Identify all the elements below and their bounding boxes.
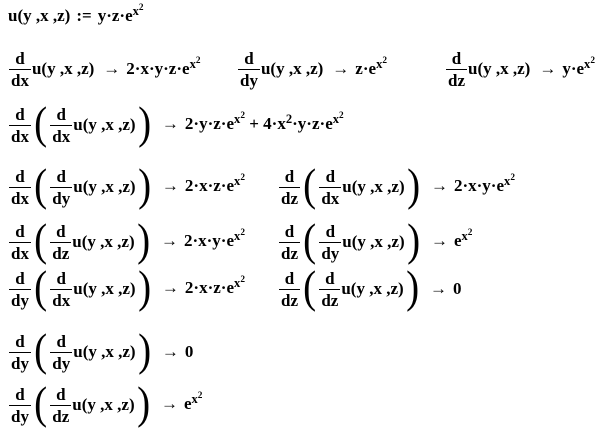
function-call: u(y ,x ,z) xyxy=(468,59,531,78)
right-paren-icon: ) xyxy=(137,261,151,312)
math-token: x xyxy=(234,112,241,127)
math-token: e xyxy=(453,231,462,251)
math-token: + 4·x xyxy=(244,114,286,134)
result-expression xyxy=(153,173,245,196)
inner-derivative-group xyxy=(49,270,135,309)
result-expression xyxy=(153,111,344,134)
derivative-fraction xyxy=(50,168,72,207)
arrow-operator: → xyxy=(161,176,179,196)
arrow-operator: → xyxy=(161,114,179,134)
fraction-denominator: dx xyxy=(11,71,29,90)
math-token: x xyxy=(584,56,591,71)
equation-region[interactable] xyxy=(237,50,387,89)
equation-region[interactable] xyxy=(8,214,245,265)
left-paren-icon: ( xyxy=(34,159,48,210)
inner-derivative-group xyxy=(49,223,134,262)
right-paren-icon: ) xyxy=(137,159,151,210)
fraction-denominator: dy xyxy=(11,353,29,373)
inner-derivative-group xyxy=(49,168,135,207)
arrow-operator: → xyxy=(160,231,178,251)
arrow-operator: → xyxy=(161,341,179,361)
right-paren-icon: ) xyxy=(137,97,151,148)
result-expression xyxy=(530,55,595,78)
function-call: u(y ,x ,z) xyxy=(72,394,135,414)
result-expression xyxy=(153,275,245,298)
derivative-fraction xyxy=(9,223,31,262)
superscript xyxy=(133,4,144,18)
math-token: 2 xyxy=(195,55,201,66)
result-expression xyxy=(422,173,515,196)
math-token: 2 xyxy=(240,173,245,184)
arrow-operator: → xyxy=(429,278,447,298)
fraction-denominator: dy xyxy=(11,406,29,426)
right-paren-icon: ) xyxy=(137,324,151,375)
math-token: ·y·z·e xyxy=(292,114,333,134)
fraction-numerator: d xyxy=(56,331,67,351)
result-expression xyxy=(153,343,194,360)
fraction-numerator: d xyxy=(56,268,67,288)
fraction-denominator: dz xyxy=(321,290,339,310)
math-token: 2 xyxy=(285,112,293,127)
equation-region[interactable] xyxy=(8,377,203,428)
derivative-fraction xyxy=(50,333,72,372)
math-token: x xyxy=(234,229,241,244)
right-paren-icon: ) xyxy=(136,377,150,428)
math-token: 0 xyxy=(452,278,462,298)
math-token: 2 xyxy=(197,391,203,402)
math-token: 2·x·y·e xyxy=(183,231,235,251)
superscript xyxy=(584,57,595,71)
arrow-operator: → xyxy=(430,176,448,196)
math-token: 2 xyxy=(467,228,473,239)
inner-derivative-group xyxy=(49,333,135,372)
math-token: z·e xyxy=(355,58,377,78)
function-call: u(y ,x ,z) xyxy=(260,59,324,78)
derivative-fraction xyxy=(238,50,260,89)
superscript xyxy=(196,56,201,66)
fraction-denominator: dx xyxy=(11,188,29,208)
derivative-fraction xyxy=(50,106,72,145)
math-token: 2 xyxy=(240,275,245,286)
math-token: y·e xyxy=(562,58,585,78)
derivative-fraction xyxy=(9,333,31,372)
fraction-numerator: d xyxy=(325,221,336,241)
math-token: 2 xyxy=(240,111,245,122)
superscript xyxy=(468,228,473,238)
equation-region[interactable] xyxy=(278,261,462,312)
equation-region[interactable] xyxy=(8,261,245,312)
fraction-numerator: d xyxy=(56,384,66,404)
function-call: u(y ,x ,z) xyxy=(73,341,136,361)
derivative-fraction xyxy=(50,386,71,425)
math-token: x xyxy=(332,112,340,127)
fraction-numerator: d xyxy=(244,49,254,68)
math-token: x xyxy=(191,392,198,407)
superscript xyxy=(590,56,595,66)
definition-text xyxy=(8,3,144,25)
math-token: x xyxy=(461,229,468,244)
fraction-numerator: d xyxy=(451,49,462,68)
right-paren-icon: ) xyxy=(405,261,419,312)
derivative-fraction xyxy=(319,270,340,309)
right-paren-icon: ) xyxy=(136,214,150,265)
result-expression xyxy=(422,228,473,251)
inner-derivative-group xyxy=(49,106,135,145)
fraction-denominator: dz xyxy=(281,290,298,310)
equation-region[interactable] xyxy=(8,50,201,89)
left-paren-icon: ( xyxy=(303,159,317,210)
superscript xyxy=(376,57,387,71)
fraction-denominator: dy xyxy=(52,353,71,373)
fraction-numerator: d xyxy=(15,166,25,186)
fraction-numerator: d xyxy=(325,166,336,186)
inner-derivative-group xyxy=(318,168,404,207)
superscript xyxy=(240,111,245,121)
derivative-fraction xyxy=(9,386,31,425)
derivative-fraction xyxy=(446,50,467,89)
fraction-numerator: d xyxy=(15,221,25,241)
fraction-numerator: d xyxy=(284,221,295,241)
left-paren-icon: ( xyxy=(34,214,48,265)
right-paren-icon: ) xyxy=(406,214,420,265)
assign-operator: := xyxy=(76,6,92,25)
fraction-numerator: d xyxy=(15,331,25,351)
math-token: 2 xyxy=(138,3,144,14)
left-paren-icon: ( xyxy=(303,261,317,312)
result-expression xyxy=(152,391,203,414)
arrow-operator: → xyxy=(161,278,179,298)
superscript xyxy=(510,173,515,183)
superscript xyxy=(234,112,245,126)
fraction-numerator: d xyxy=(56,104,67,124)
fraction-denominator: dz xyxy=(281,243,298,263)
fraction-denominator: dx xyxy=(11,126,29,146)
fraction-denominator: dz xyxy=(52,243,70,263)
math-token: 2·y·z·e xyxy=(184,114,235,134)
derivative-fraction xyxy=(9,106,31,145)
math-token: x xyxy=(234,174,241,189)
derivative-fraction xyxy=(279,270,300,309)
equation-region[interactable] xyxy=(8,159,245,210)
fraction-numerator: d xyxy=(15,104,25,124)
function-call: u(y ,x ,z) xyxy=(342,176,405,196)
superscript xyxy=(234,276,245,290)
derivative-fraction xyxy=(319,223,341,262)
inner-derivative-group xyxy=(318,270,403,309)
function-call: u(y ,x ,z) xyxy=(72,231,135,251)
math-token: 2 xyxy=(382,55,388,66)
fraction-denominator: dz xyxy=(281,188,298,208)
math-token: x xyxy=(234,276,241,291)
function-call: u(y ,x ,z) xyxy=(342,231,405,251)
result-expression xyxy=(152,228,245,251)
superscript xyxy=(240,228,245,238)
superscript xyxy=(192,392,203,406)
left-paren-icon: ( xyxy=(34,324,48,375)
superscript xyxy=(198,391,203,401)
fraction-denominator: dy xyxy=(240,71,258,90)
superscript xyxy=(240,275,245,285)
math-token: 2 xyxy=(590,55,595,66)
derivative-fraction xyxy=(9,50,31,89)
equation-region[interactable] xyxy=(278,159,515,210)
function-call: u(y ,x ,z) xyxy=(341,278,404,298)
math-token: x xyxy=(504,174,511,189)
derivative-fraction xyxy=(319,168,341,207)
math-token: 2·x·y·e xyxy=(453,176,505,196)
superscript xyxy=(234,229,245,243)
fraction-numerator: d xyxy=(56,221,66,241)
equation-region[interactable] xyxy=(278,214,473,265)
superscript xyxy=(234,174,245,188)
result-expression xyxy=(94,55,201,78)
math-token: 2·x·y·z·e xyxy=(126,58,190,78)
fraction-numerator: d xyxy=(15,49,25,68)
left-paren-icon: ( xyxy=(34,97,48,148)
fraction-denominator: dy xyxy=(11,290,29,310)
fraction-numerator: d xyxy=(15,384,25,404)
derivative-fraction xyxy=(9,270,31,309)
math-token: 2·x·z·e xyxy=(184,176,235,196)
fraction-denominator: dx xyxy=(321,188,340,208)
math-token: 2 xyxy=(510,173,515,184)
function-call: u(y ,x ,z) xyxy=(31,59,95,78)
derivative-fraction xyxy=(279,223,300,262)
equation-region[interactable] xyxy=(8,324,194,375)
inner-derivative-group xyxy=(49,386,134,425)
math-token: x xyxy=(376,56,383,71)
math-token: x xyxy=(189,56,196,71)
derivative-fraction xyxy=(9,168,31,207)
equation-region[interactable] xyxy=(445,50,595,89)
superscript xyxy=(462,229,473,243)
math-token: 2 xyxy=(339,111,344,122)
right-paren-icon: ) xyxy=(406,159,420,210)
arrow-operator: → xyxy=(160,394,178,414)
function-call: u(y ,x ,z) xyxy=(73,114,136,134)
superscript xyxy=(333,112,344,126)
fraction-denominator: dz xyxy=(52,406,70,426)
math-token: 2 xyxy=(240,228,245,239)
superscript xyxy=(504,174,515,188)
fraction-numerator: d xyxy=(15,268,25,288)
math-token: y·z·e xyxy=(97,6,133,25)
fraction-denominator: dy xyxy=(321,243,340,263)
derivative-fraction xyxy=(50,223,71,262)
left-paren-icon: ( xyxy=(34,261,48,312)
derivative-fraction xyxy=(279,168,300,207)
arrow-operator: → xyxy=(332,58,350,78)
equation-region[interactable] xyxy=(8,3,144,25)
math-token: 2·x·z·e xyxy=(184,278,235,298)
fraction-denominator: dx xyxy=(11,243,29,263)
inner-derivative-group xyxy=(318,223,404,262)
superscript xyxy=(139,3,144,13)
arrow-operator: → xyxy=(539,58,557,78)
result-expression xyxy=(421,280,462,297)
function-call: u(y ,x ,z) xyxy=(73,176,136,196)
left-paren-icon: ( xyxy=(303,214,317,265)
fraction-numerator: d xyxy=(325,268,335,288)
equation-region[interactable] xyxy=(8,97,344,148)
fraction-denominator: dz xyxy=(448,71,465,90)
math-token: 0 xyxy=(184,341,194,361)
fraction-denominator: dx xyxy=(52,290,71,310)
superscript xyxy=(190,57,201,71)
superscript xyxy=(240,173,245,183)
left-paren-icon: ( xyxy=(34,377,48,428)
derivative-fraction xyxy=(50,270,72,309)
fraction-denominator: dy xyxy=(52,188,71,208)
fraction-denominator: dx xyxy=(52,126,71,146)
arrow-operator: → xyxy=(430,231,448,251)
fraction-numerator: d xyxy=(284,166,295,186)
superscript xyxy=(286,112,292,126)
math-token: x xyxy=(132,3,139,18)
function-call: u(y ,x ,z) xyxy=(73,278,136,298)
superscript xyxy=(382,56,387,66)
math-token: e xyxy=(183,394,192,414)
superscript xyxy=(339,111,344,121)
arrow-operator: → xyxy=(103,58,121,78)
function-lhs: u(y ,x ,z) xyxy=(8,6,71,25)
fraction-numerator: d xyxy=(56,166,67,186)
result-expression xyxy=(323,55,388,78)
fraction-numerator: d xyxy=(284,268,295,288)
